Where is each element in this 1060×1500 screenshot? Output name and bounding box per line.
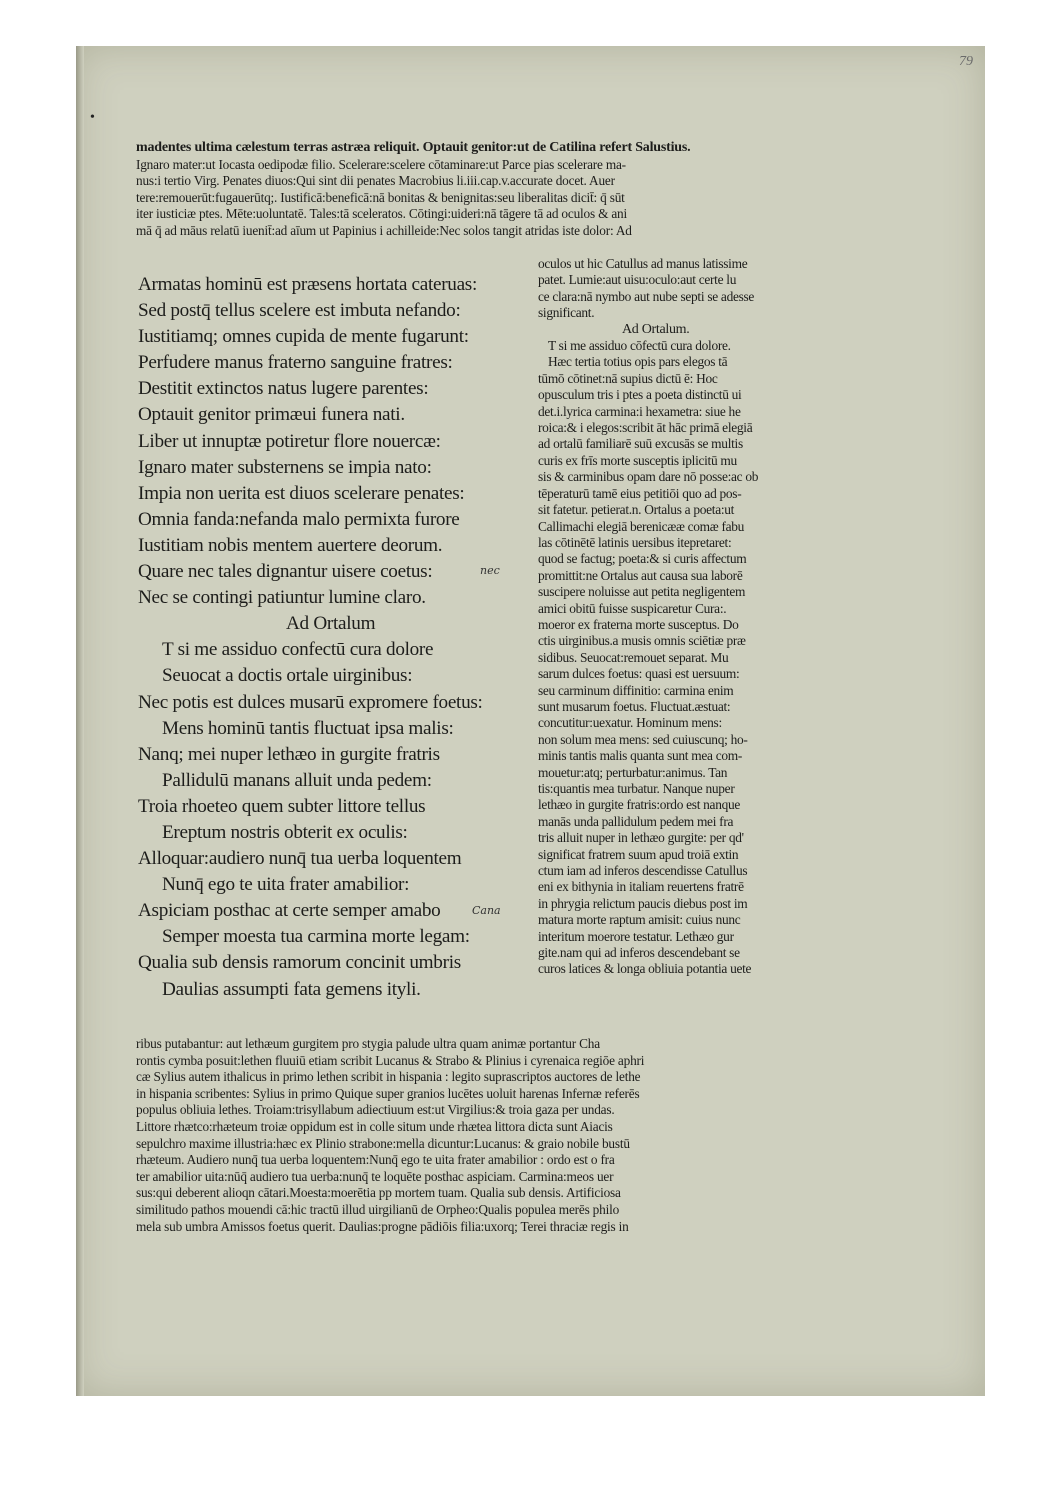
- commentary-line: ce clara:nā nymbo aut nube septi se adesse: [538, 288, 755, 304]
- commentary-line: mela sub umbra Amissos foetus querit. Daulias:progne pādiōis filia:uxorq; Terei thraciæ regis in: [136, 1218, 629, 1234]
- commentary-line: tere:remouerūt:fugauerūtq;. Iustificā:beneficā:nā bonitas & benignitas:seu liberalitas dicit̄: q̄ sūt: [136, 189, 625, 205]
- poem-heading: Ad Ortalum: [286, 613, 376, 635]
- commentary-line: minis tantis malis quanta sunt mea com-: [538, 748, 743, 764]
- commentary-line: seu carminum diffinitio: carmina enim: [538, 682, 734, 698]
- commentary-line: quod se factug; poeta:& si curis affectum: [538, 551, 747, 567]
- commentary-bottom: [136, 1036, 926, 1235]
- poem-verse: Armatas hominū est præsens hortata cateruas:: [138, 274, 478, 295]
- commentary-line: iter iusticiæ ptes. Mēte:uoluntatē. Tales:tā sceleratos. Cōtingi:uideri:nā tāgere tā ad oculos & ani: [136, 206, 627, 222]
- commentary-line: las cōtinētē latinis uersibus itepretaret:: [538, 534, 732, 550]
- poem-verse: Nec potis est dulces musarū expromere foetus:: [138, 691, 483, 713]
- commentary-heading: Ad Ortalum.: [622, 321, 690, 337]
- commentary-line: in phrygia relictum paucis diebus post im: [538, 895, 748, 911]
- commentary-line: mā q̄ ad māus relatū iuenit̄:ad aīum ut Papinius i achilleide:Nec solos tangit atridas iste dolor: Ad: [136, 222, 632, 238]
- poem-verse: Sed postq̄ tellus scelere est imbuta nefando:: [138, 300, 461, 322]
- poem-verse: Nunq̄ ego te uita frater amabilior:: [162, 874, 410, 896]
- commentary-line: roica:& i elegos:scribit āt hāc primā elegiā: [538, 420, 753, 436]
- commentary-line: nus:i tertio Virg. Penates diuos:Qui sint dii penates Macrobius li.iii.cap.v.accurate docet. Auer: [136, 173, 615, 189]
- commentary-line: det.i.lyrica carmina:i hexametra: siue he: [538, 403, 741, 419]
- commentary-line: suscipere noluisse aut petita negligentem: [538, 584, 746, 600]
- commentary-line: Hæc tertia totius opis pars elegos tā: [548, 354, 728, 370]
- poem-verse: Iustitiam nobis mentem auertere deorum.: [138, 534, 443, 556]
- handwritten-marginal-note: Cana: [472, 904, 501, 917]
- commentary-line: interitum moerore testatur. Lethæo gur: [538, 928, 734, 944]
- commentary-line: ctum iam ad inferos descendisse Catullus: [538, 863, 748, 879]
- poem-verse: Ignaro mater substernens se impia nato:: [138, 456, 432, 478]
- poem-verse: Ereptum nostris obterit ex oculis:: [162, 821, 408, 843]
- commentary-line: matura morte raptum amisit: cuius nunc: [538, 912, 741, 928]
- commentary-line: sus:qui deberent alioqn cātari.Moesta:moerētia pp mortem tuam. Qualia sub densis. Artificiosa: [136, 1185, 621, 1201]
- commentary-line: amici obitū fuisse suspicaretur Cura:.: [538, 600, 727, 616]
- commentary-line: manās unda pallidulum pedem mei fra: [538, 813, 734, 829]
- poem-verse: Qualia sub densis ramorum concinit umbris: [138, 952, 461, 974]
- poem-verse: Aspiciam posthac at certe semper amabo: [138, 900, 441, 922]
- commentary-line: ribus putabantur: aut lethæum gurgitem pro stygia palude ultra quam animæ portantur Cha: [136, 1036, 600, 1051]
- commentary-line: sidibus. Seuocat:remouet separat. Mu: [538, 649, 729, 665]
- commentary-line: sepulchro maxime illustria:hæc ex Plinio strabone:mella dicuntur:Lucanus: & graio nobile bustū: [136, 1135, 630, 1151]
- poem-verse: T si me assiduo confectū cura dolore: [162, 639, 434, 661]
- folio-number: 79: [959, 54, 973, 69]
- page-left-edge: [76, 46, 84, 1396]
- commentary-top: [136, 140, 926, 240]
- poem-verse: Pallidulū manans alluit unda pedem:: [162, 769, 432, 791]
- commentary-line: ter amabilior uita:nūq̄ audiero tua uerba:nunq̄ te loquēte posthac aspiciam. Carmina:meos uer: [136, 1168, 614, 1184]
- commentary-line: madentes ultima cælestum terras astræa reliquit. Optauit genitor:ut de Catilina refert Salustius.: [136, 140, 691, 155]
- commentary-line: in hispania scribentes: Sylius in primo Quique super granios lucētes uoluit harenas Infernæ referēs: [136, 1085, 640, 1101]
- commentary-line: similitudo pathos mouendi cā:hic tractū illud uirgilianū de Orpheo:Qualis populea merēs philo: [136, 1201, 620, 1217]
- commentary-line: lethæo in gurgite fratris:ordo est nanque: [538, 797, 741, 813]
- poem-verse: Nanq; mei nuper lethæo in gurgite fratris: [138, 743, 440, 765]
- poem-verse: Optauit genitor primæui funera nati.: [138, 404, 405, 426]
- commentary-line: concutitur:uexatur. Hominum mens:: [538, 715, 722, 731]
- commentary-line: tis:quantis mea turbatur. Nanque nuper: [538, 781, 735, 796]
- commentary-line: promittit:ne Ortalus aut causa sua laborē: [538, 567, 743, 583]
- commentary-line: Ignaro mater:ut Iocasta oedipodæ filio. Scelerare:scelere cōtaminare:ut Parce pias scelerare ma-: [136, 156, 626, 172]
- poem-verse: Daulias assumpti fata gemens ityli.: [162, 978, 421, 1000]
- commentary-line: rontis cymba posuit:lethen fluuiū etiam scribit Lucanus & Strabo & Plinius i cyrenaica regiōe aphri: [136, 1052, 645, 1068]
- commentary-line: curis ex frīs morte susceptis iplicitū mu: [538, 452, 737, 468]
- commentary-line: opusculum tris i ptes a poeta distinctū ui: [538, 387, 742, 403]
- commentary-line: significat fratrem suum apud troiā extin: [538, 846, 739, 862]
- commentary-line: gite.nam qui ad inferos descendebant se: [538, 945, 740, 961]
- commentary-right: [538, 256, 850, 978]
- poem-verse: Iustitiamq; omnes cupida de mente fugarunt:: [138, 326, 469, 348]
- commentary-line: curos latices & longa obliuia potantia uete: [538, 961, 752, 977]
- manuscript-page: [76, 46, 985, 1396]
- commentary-line: Littore rhætco:rhæteum troiæ oppidum est in colle situm unde rhætea littora dicta sunt Aiacis: [136, 1118, 613, 1134]
- poem-verse: Mens hominū tantis fluctuat ipsa malis:: [162, 717, 454, 739]
- poem-text: [138, 272, 558, 1003]
- poem-verse: Alloquar:audiero nunq̄ tua uerba loquentem: [138, 848, 462, 870]
- commentary-line: moeror ex fraterna morte susceptus. Do: [538, 616, 739, 632]
- commentary-line: tūmō cōtinet:nā supius dictū ē: Hoc: [538, 370, 718, 386]
- commentary-line: Callimachi elegiā berenicææ comæ fabu: [538, 518, 745, 534]
- poem-verse: Semper moesta tua carmina morte legam:: [162, 926, 470, 948]
- poem-verse: Liber ut innuptæ potiretur flore nouercæ:: [138, 430, 441, 452]
- commentary-line: sunt musarum foetus. Fluctuat.æstuat:: [538, 698, 731, 714]
- commentary-line: rhæteum. Audiero nunq̄ tua uerba loquentem:Nunq̄ ego te uita frater amabilior : ordo est o fra: [136, 1152, 615, 1168]
- commentary-line: oculos ut hic Catullus ad manus latissime: [538, 256, 748, 271]
- poem-verse: Troia rhoeteo quem subter littore tellus: [138, 795, 426, 817]
- poem-verse: Impia non uerita est diuos scelerare penates:: [138, 482, 465, 504]
- poem-verse: Nec se contingi patiuntur lumine claro.: [138, 587, 426, 609]
- poem-verse: Destitit extinctos natus lugere parentes:: [138, 378, 429, 400]
- commentary-line: T si me assiduo cōfectū cura dolore.: [548, 338, 731, 354]
- commentary-line: mouetur:atq; perturbatur:animus. Tan: [538, 764, 728, 780]
- commentary-line: tēperaturū tamē eius petitiōi quo ad pos-: [538, 485, 742, 501]
- margin-dot: •: [90, 110, 95, 125]
- commentary-line: populus obliuia lethes. Troiam:trisyllabum adiectiuum est:ut Virgilius:& troia gaza per undas.: [136, 1102, 615, 1118]
- commentary-line: ctis uirginibus.a musis omnis sciētiæ præ: [538, 633, 746, 649]
- poem-verse: Quare nec tales dignantur uisere coetus:: [138, 561, 433, 583]
- commentary-line: eni ex bithynia in italiam reuertens fratrē: [538, 879, 744, 895]
- poem-verse: Seuocat a doctis ortale uirginibus:: [162, 665, 413, 687]
- commentary-line: non solum mea mens: sed cuiuscunq; ho-: [538, 731, 748, 747]
- commentary-line: ad ortalū familiarē suū excusās se multis: [538, 436, 743, 452]
- poem-verse: Omnia fanda:nefanda malo permixta furore: [138, 508, 460, 530]
- poem-verse: Perfudere manus fraterno sanguine fratres:: [138, 352, 453, 374]
- commentary-line: patet. Lumie:aut uisu:oculo:aut certe lu: [538, 272, 737, 288]
- commentary-line: sis & carminibus opam dare nō posse:ac ob: [538, 469, 759, 485]
- commentary-line: tris alluit nuper in lethæo gurgite: per qd': [538, 830, 744, 846]
- commentary-line: sarum dulces foetus: quasi est uersuum:: [538, 666, 740, 682]
- commentary-line: sit fatetur. petierat.n. Ortalus a poeta:ut: [538, 502, 735, 518]
- handwritten-marginal-note: nec: [480, 564, 500, 577]
- commentary-line: significant.: [538, 305, 595, 321]
- commentary-line: cæ Sylius autem ithalicus in primo lethen scribit in hispania : legito suprascriptos auctores de lethe: [136, 1069, 641, 1085]
